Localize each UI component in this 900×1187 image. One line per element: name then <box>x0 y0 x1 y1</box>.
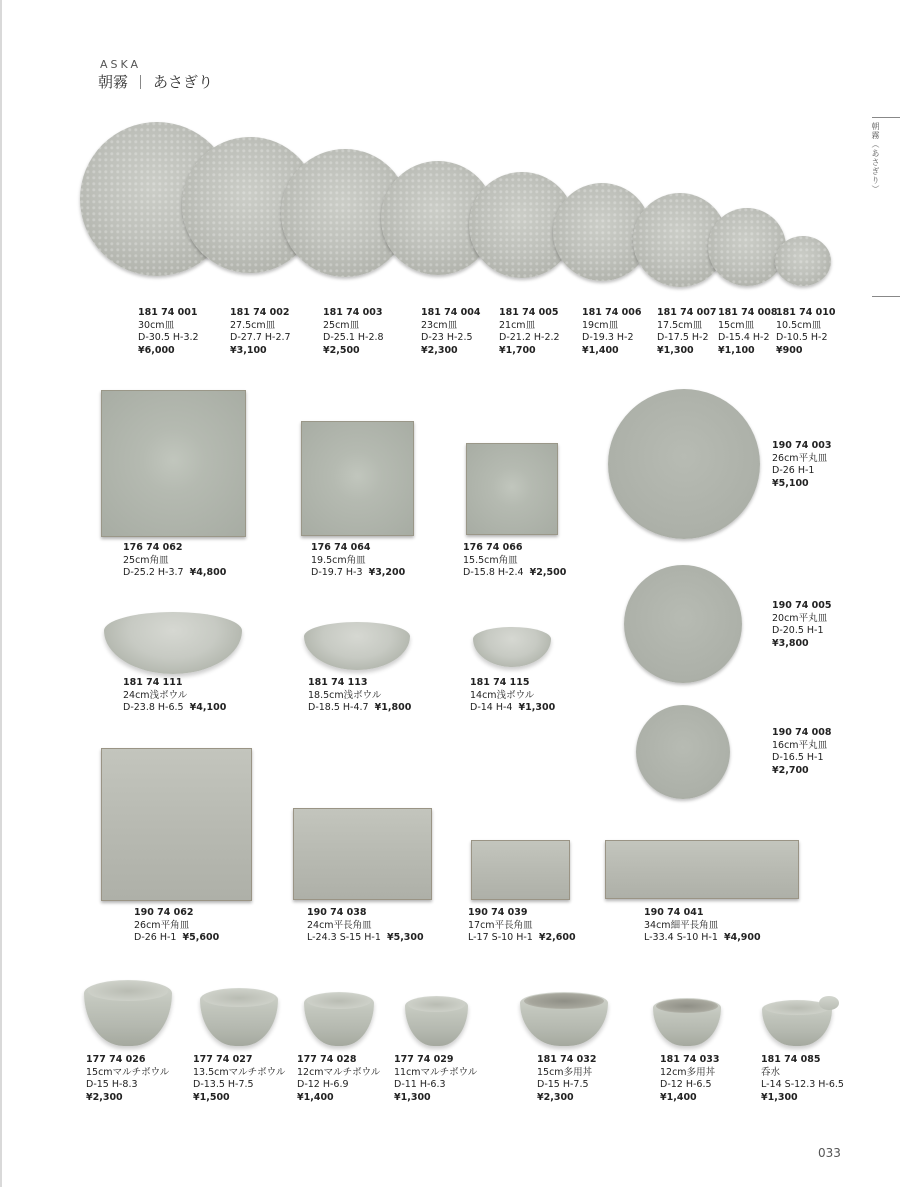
product-code: 190 74 005 <box>772 600 832 611</box>
product-image-flat-plate-26cm <box>608 389 760 539</box>
product-label-181-74-006 <box>582 307 642 357</box>
product-price: ¥3,800 <box>772 637 809 649</box>
product-dimensions: D-17.5 H-2 <box>657 332 709 343</box>
product-price: ¥2,300 <box>86 1091 123 1103</box>
product-price: ¥1,400 <box>660 1091 697 1103</box>
product-code: 181 74 005 <box>499 307 559 318</box>
product-price: ¥1,300 <box>394 1091 431 1103</box>
product-dimensions: D-20.5 H-1 <box>772 625 824 636</box>
product-code: 181 74 007 <box>657 307 717 318</box>
product-dimensions: D-15.4 H-2 <box>718 332 770 343</box>
product-code: 190 74 041 <box>644 907 704 918</box>
product-label-176-74-066 <box>463 542 566 580</box>
side-rule-top <box>872 117 900 118</box>
product-image-plate-15cm <box>708 208 786 286</box>
product-label-181-74-005 <box>499 307 560 357</box>
product-dimensions: D-15.8 H-2.4 <box>463 567 524 578</box>
product-dimensions: D-26 H-1 <box>134 932 177 943</box>
product-dimensions: D-27.7 H-2.7 <box>230 332 291 343</box>
product-code: 181 74 115 <box>470 677 530 688</box>
product-code: 176 74 064 <box>311 542 371 553</box>
product-name: 23cm皿 <box>421 319 458 331</box>
product-dimensions: L-17 S-10 H-1 <box>468 932 533 943</box>
product-dimensions: D-12 H-6.5 <box>660 1079 712 1090</box>
product-name: 19.5cm角皿 <box>311 554 366 566</box>
product-code: 181 74 010 <box>776 307 836 318</box>
product-label-181-74-008 <box>718 307 778 357</box>
product-image-torisui <box>762 1000 832 1046</box>
product-price: ¥6,000 <box>138 344 175 356</box>
product-label-181-74-010 <box>776 307 836 357</box>
bowl-rim <box>88 981 169 1001</box>
product-dimensions: L-33.4 S-10 H-1 <box>644 932 718 943</box>
bowl-rim <box>307 993 371 1009</box>
page-number: 033 <box>818 1146 841 1160</box>
product-label-190-74-041 <box>644 907 761 945</box>
product-price: ¥5,300 <box>386 932 424 943</box>
product-name: 24cm平長角皿 <box>307 919 372 931</box>
product-name: 15.5cm角皿 <box>463 554 518 566</box>
bowl-rim <box>656 999 719 1013</box>
product-label-190-74-005 <box>772 600 832 650</box>
product-dimensions: D-11 H-6.3 <box>394 1079 446 1090</box>
product-image-plate-10-5cm <box>775 236 831 286</box>
product-dimensions: L-24.3 S-15 H-1 <box>307 932 381 943</box>
product-name: 呑水 <box>761 1066 781 1078</box>
product-dimensions: D-16.5 H-1 <box>772 752 824 763</box>
product-dimensions: D-25.1 H-2.8 <box>323 332 384 343</box>
product-label-177-74-028 <box>297 1054 380 1104</box>
bowl-handle <box>819 996 839 1010</box>
product-name: 26cm平丸皿 <box>772 452 828 464</box>
product-name: 27.5cm皿 <box>230 319 276 331</box>
product-name: 25cm角皿 <box>123 554 169 566</box>
product-image-multi-bowl-15cm <box>84 980 172 1046</box>
product-label-181-74-113 <box>308 677 411 715</box>
product-price: ¥2,600 <box>538 932 576 943</box>
product-price: ¥1,700 <box>499 344 536 356</box>
bowl-rim <box>524 993 605 1009</box>
product-dimensions: D-15 H-8.3 <box>86 1079 138 1090</box>
brand-name: ASKA <box>100 58 142 71</box>
product-name: 34cm細平長角皿 <box>644 919 719 931</box>
product-price: ¥1,300 <box>518 702 556 713</box>
product-name: 12cm多用丼 <box>660 1066 716 1078</box>
product-price: ¥3,200 <box>368 567 406 578</box>
product-dimensions: D-14 H-4 <box>470 702 513 713</box>
product-name: 20cm平丸皿 <box>772 612 828 624</box>
series-name: 朝霧 <box>98 73 129 91</box>
product-label-176-74-064 <box>311 542 405 580</box>
product-label-181-74-085 <box>761 1054 844 1104</box>
product-dimensions: D-30.5 H-3.2 <box>138 332 199 343</box>
product-label-181-74-115 <box>470 677 555 715</box>
product-code: 181 74 111 <box>123 677 183 688</box>
product-code: 190 74 008 <box>772 727 832 738</box>
product-code: 176 74 066 <box>463 542 523 553</box>
product-code: 181 74 004 <box>421 307 481 318</box>
product-label-190-74-008 <box>772 727 832 777</box>
product-label-181-74-001 <box>138 307 199 357</box>
product-image-square-25cm <box>101 390 246 537</box>
product-code: 177 74 027 <box>193 1054 253 1065</box>
product-image-square-15-5cm <box>466 443 558 535</box>
product-dimensions: D-26 H-1 <box>772 465 815 476</box>
product-name: 13.5cmマルチボウル <box>193 1066 286 1078</box>
product-label-181-74-033 <box>660 1054 720 1104</box>
product-label-177-74-027 <box>193 1054 285 1104</box>
left-edge-rule <box>0 0 2 1187</box>
product-image-donburi-12cm <box>653 998 721 1046</box>
product-code: 190 74 039 <box>468 907 528 918</box>
product-price: ¥1,300 <box>761 1091 798 1103</box>
product-price: ¥4,900 <box>723 932 761 943</box>
product-price: ¥2,700 <box>772 764 809 776</box>
product-label-176-74-062 <box>123 542 226 580</box>
product-code: 181 74 001 <box>138 307 198 318</box>
product-code: 190 74 038 <box>307 907 367 918</box>
product-name: 17.5cm皿 <box>657 319 703 331</box>
product-price: ¥3,100 <box>230 344 267 356</box>
product-price: ¥2,500 <box>529 567 567 578</box>
product-price: ¥2,500 <box>323 344 360 356</box>
product-name: 21cm皿 <box>499 319 536 331</box>
product-label-181-74-007 <box>657 307 717 357</box>
bowl-rim <box>203 989 275 1006</box>
side-rule-bottom <box>872 296 900 297</box>
product-name: 12cmマルチボウル <box>297 1066 381 1078</box>
product-label-181-74-004 <box>421 307 481 357</box>
product-image-multi-bowl-13-5cm <box>200 988 278 1046</box>
product-name: 17cm平長角皿 <box>468 919 533 931</box>
product-dimensions: L-14 S-12.3 H-6.5 <box>761 1079 844 1090</box>
product-price: ¥2,300 <box>537 1091 574 1103</box>
product-name: 15cm多用丼 <box>537 1066 593 1078</box>
product-price: ¥4,800 <box>189 567 227 578</box>
product-dimensions: D-13.5 H-7.5 <box>193 1079 254 1090</box>
product-image-multi-bowl-11cm <box>405 996 468 1046</box>
product-price: ¥1,400 <box>297 1091 334 1103</box>
product-code: 181 74 113 <box>308 677 368 688</box>
product-code: 177 74 029 <box>394 1054 454 1065</box>
product-image-square-19-5cm <box>301 421 414 536</box>
product-name: 14cm浅ボウル <box>470 689 535 701</box>
product-code: 190 74 062 <box>134 907 194 918</box>
product-label-177-74-026 <box>86 1054 169 1104</box>
product-code: 176 74 062 <box>123 542 183 553</box>
product-price: ¥1,800 <box>374 702 412 713</box>
product-image-flat-plate-20cm <box>624 565 742 683</box>
product-image-multi-bowl-12cm <box>304 992 374 1046</box>
product-image-long-rect-34cm <box>605 840 799 899</box>
product-name: 30cm皿 <box>138 319 175 331</box>
product-code: 181 74 085 <box>761 1054 821 1065</box>
product-code: 177 74 028 <box>297 1054 357 1065</box>
product-code: 181 74 033 <box>660 1054 720 1065</box>
product-dimensions: D-12 H-6.9 <box>297 1079 349 1090</box>
product-name: 25cm皿 <box>323 319 360 331</box>
product-label-190-74-003 <box>772 440 832 490</box>
product-dimensions: D-21.2 H-2.2 <box>499 332 560 343</box>
product-label-181-74-032 <box>537 1054 597 1104</box>
series-title <box>98 71 213 92</box>
product-code: 181 74 002 <box>230 307 290 318</box>
title-divider <box>140 75 141 89</box>
product-image-shallow-bowl-24cm <box>104 612 242 674</box>
product-name: 15cmマルチボウル <box>86 1066 170 1078</box>
product-price: ¥4,100 <box>189 702 227 713</box>
product-dimensions: D-15 H-7.5 <box>537 1079 589 1090</box>
product-label-181-74-111 <box>123 677 226 715</box>
product-price: ¥1,500 <box>193 1091 230 1103</box>
product-label-190-74-039 <box>468 907 576 945</box>
series-kana: あさぎり <box>153 73 214 91</box>
bowl-rim <box>408 997 466 1012</box>
product-dimensions: D-25.2 H-3.7 <box>123 567 184 578</box>
product-label-177-74-029 <box>394 1054 477 1104</box>
product-image-flat-rect-17cm <box>471 840 570 900</box>
product-label-190-74-062 <box>134 907 219 945</box>
product-name: 15cm皿 <box>718 319 755 331</box>
product-price: ¥5,600 <box>182 932 220 943</box>
product-label-190-74-038 <box>307 907 424 945</box>
product-name: 24cm浅ボウル <box>123 689 188 701</box>
product-code: 181 74 006 <box>582 307 642 318</box>
product-code: 190 74 003 <box>772 440 832 451</box>
product-name: 11cmマルチボウル <box>394 1066 478 1078</box>
product-image-flat-square-26cm <box>101 748 252 901</box>
product-price: ¥1,400 <box>582 344 619 356</box>
product-label-181-74-002 <box>230 307 291 357</box>
product-image-flat-rect-24cm <box>293 808 432 900</box>
product-label-181-74-003 <box>323 307 384 357</box>
product-name: 16cm平丸皿 <box>772 739 828 751</box>
product-dimensions: D-23 H-2.5 <box>421 332 473 343</box>
product-dimensions: D-23.8 H-6.5 <box>123 702 184 713</box>
product-dimensions: D-19.7 H-3 <box>311 567 363 578</box>
product-code: 177 74 026 <box>86 1054 146 1065</box>
product-code: 181 74 008 <box>718 307 778 318</box>
product-code: 181 74 003 <box>323 307 383 318</box>
product-price: ¥1,300 <box>657 344 694 356</box>
product-name: 10.5cm皿 <box>776 319 822 331</box>
product-name: 19cm皿 <box>582 319 619 331</box>
product-image-shallow-bowl-18-5cm <box>304 622 410 670</box>
product-dimensions: D-18.5 H-4.7 <box>308 702 369 713</box>
product-price: ¥2,300 <box>421 344 458 356</box>
product-code: 181 74 032 <box>537 1054 597 1065</box>
product-price: ¥5,100 <box>772 477 809 489</box>
product-image-flat-plate-16cm <box>636 705 730 799</box>
product-name: 26cm平角皿 <box>134 919 190 931</box>
product-name: 18.5cm浅ボウル <box>308 689 382 701</box>
product-dimensions: D-19.3 H-2 <box>582 332 634 343</box>
product-dimensions: D-10.5 H-2 <box>776 332 828 343</box>
product-image-shallow-bowl-14cm <box>473 627 551 667</box>
product-price: ¥1,100 <box>718 344 755 356</box>
side-index-label: 朝霧（あさぎり） <box>871 122 880 194</box>
product-price: ¥900 <box>776 344 803 356</box>
product-image-donburi-15cm <box>520 992 608 1046</box>
